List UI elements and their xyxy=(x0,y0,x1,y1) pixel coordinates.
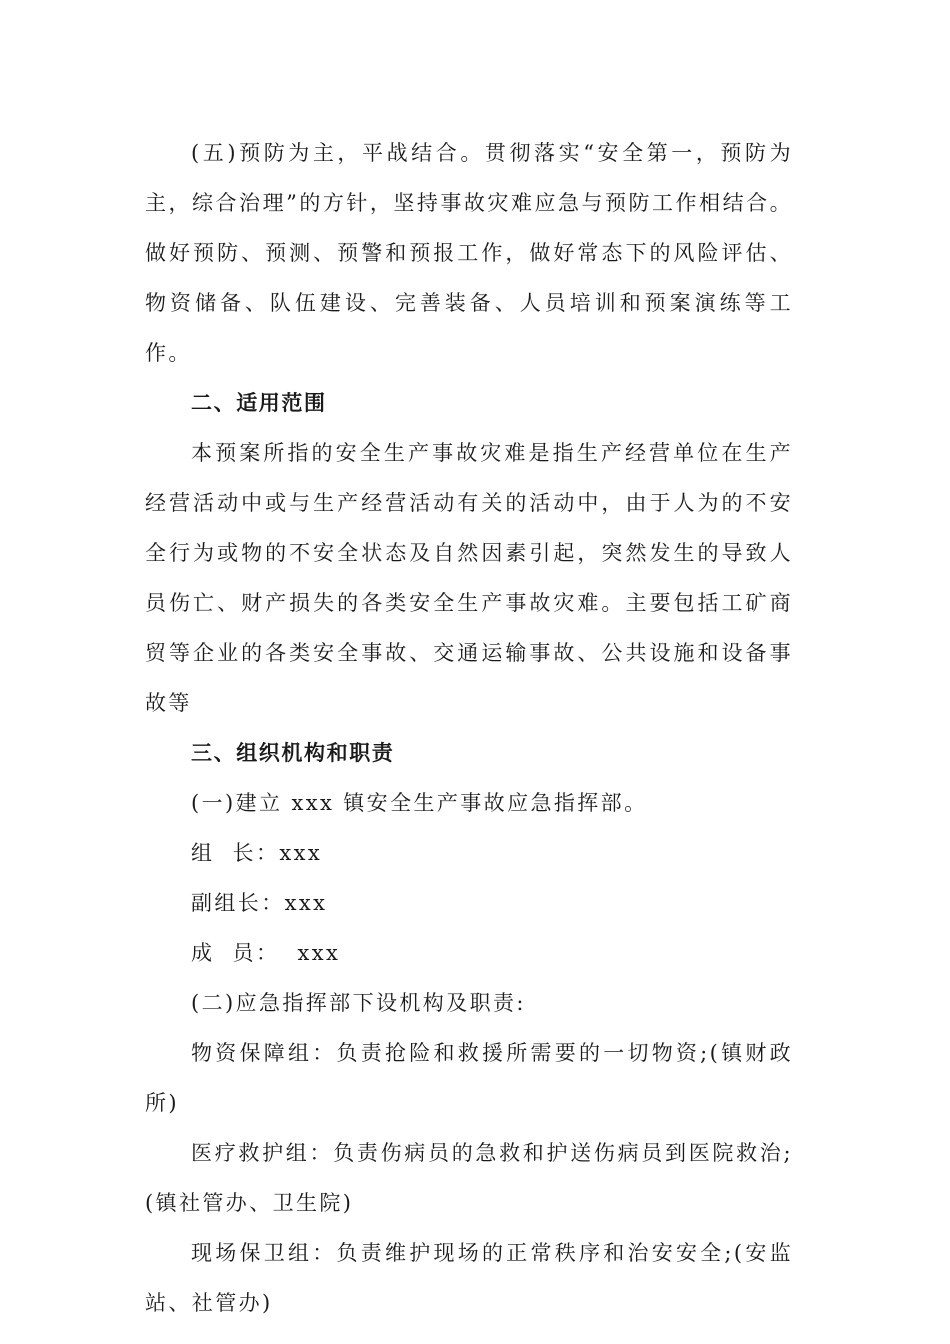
heading-scope: 二、适用范围 xyxy=(191,391,327,415)
paragraph-scope: 本预案所指的安全生产事故灾难是指生产经营单位在生产经营活动中或与生产经营活动有关的活动中，由于人为的不安全行为或物的不安全状态及自然因素引起，突然发生的导致人员伤亡、财产损失的各类安全生产事故灾难。主要包括工矿商贸等企业的各类安全事故、交通运输事故、公共设施和设备事故等 xyxy=(145,441,793,715)
paragraph-supply-group: 物资保障组：负责抢险和救援所需要的一切物资;(镇财政所) xyxy=(145,1041,793,1115)
line-members: 成 员： xxx xyxy=(191,941,341,965)
paragraph-security-group: 现场保卫组：负责维护现场的正常秩序和治安安全;(安监站、社管办) xyxy=(145,1241,793,1315)
line-deputy-leader: 副组长：xxx xyxy=(191,891,328,915)
line-leader: 组 长：xxx xyxy=(191,841,323,865)
document-body xyxy=(145,128,793,1328)
paragraph-establish-command: (一)建立 xxx 镇安全生产事故应急指挥部。 xyxy=(191,791,648,815)
paragraph-prevention-principle: (五)预防为主，平战结合。贯彻落实“安全第一，预防为主，综合治理”的方针，坚持事故灾难应急与预防工作相结合。做好预防、预测、预警和预报工作，做好常态下的风险评估、物资储备、队伍建设、完善装备、人员培训和预案演练等工作。 xyxy=(145,141,793,365)
paragraph-sub-units: (二)应急指挥部下设机构及职责: xyxy=(191,991,526,1015)
paragraph-medical-group: 医疗救护组：负责伤病员的急救和护送伤病员到医院救治;(镇社管办、卫生院) xyxy=(145,1141,793,1215)
heading-organization: 三、组织机构和职责 xyxy=(191,741,395,765)
